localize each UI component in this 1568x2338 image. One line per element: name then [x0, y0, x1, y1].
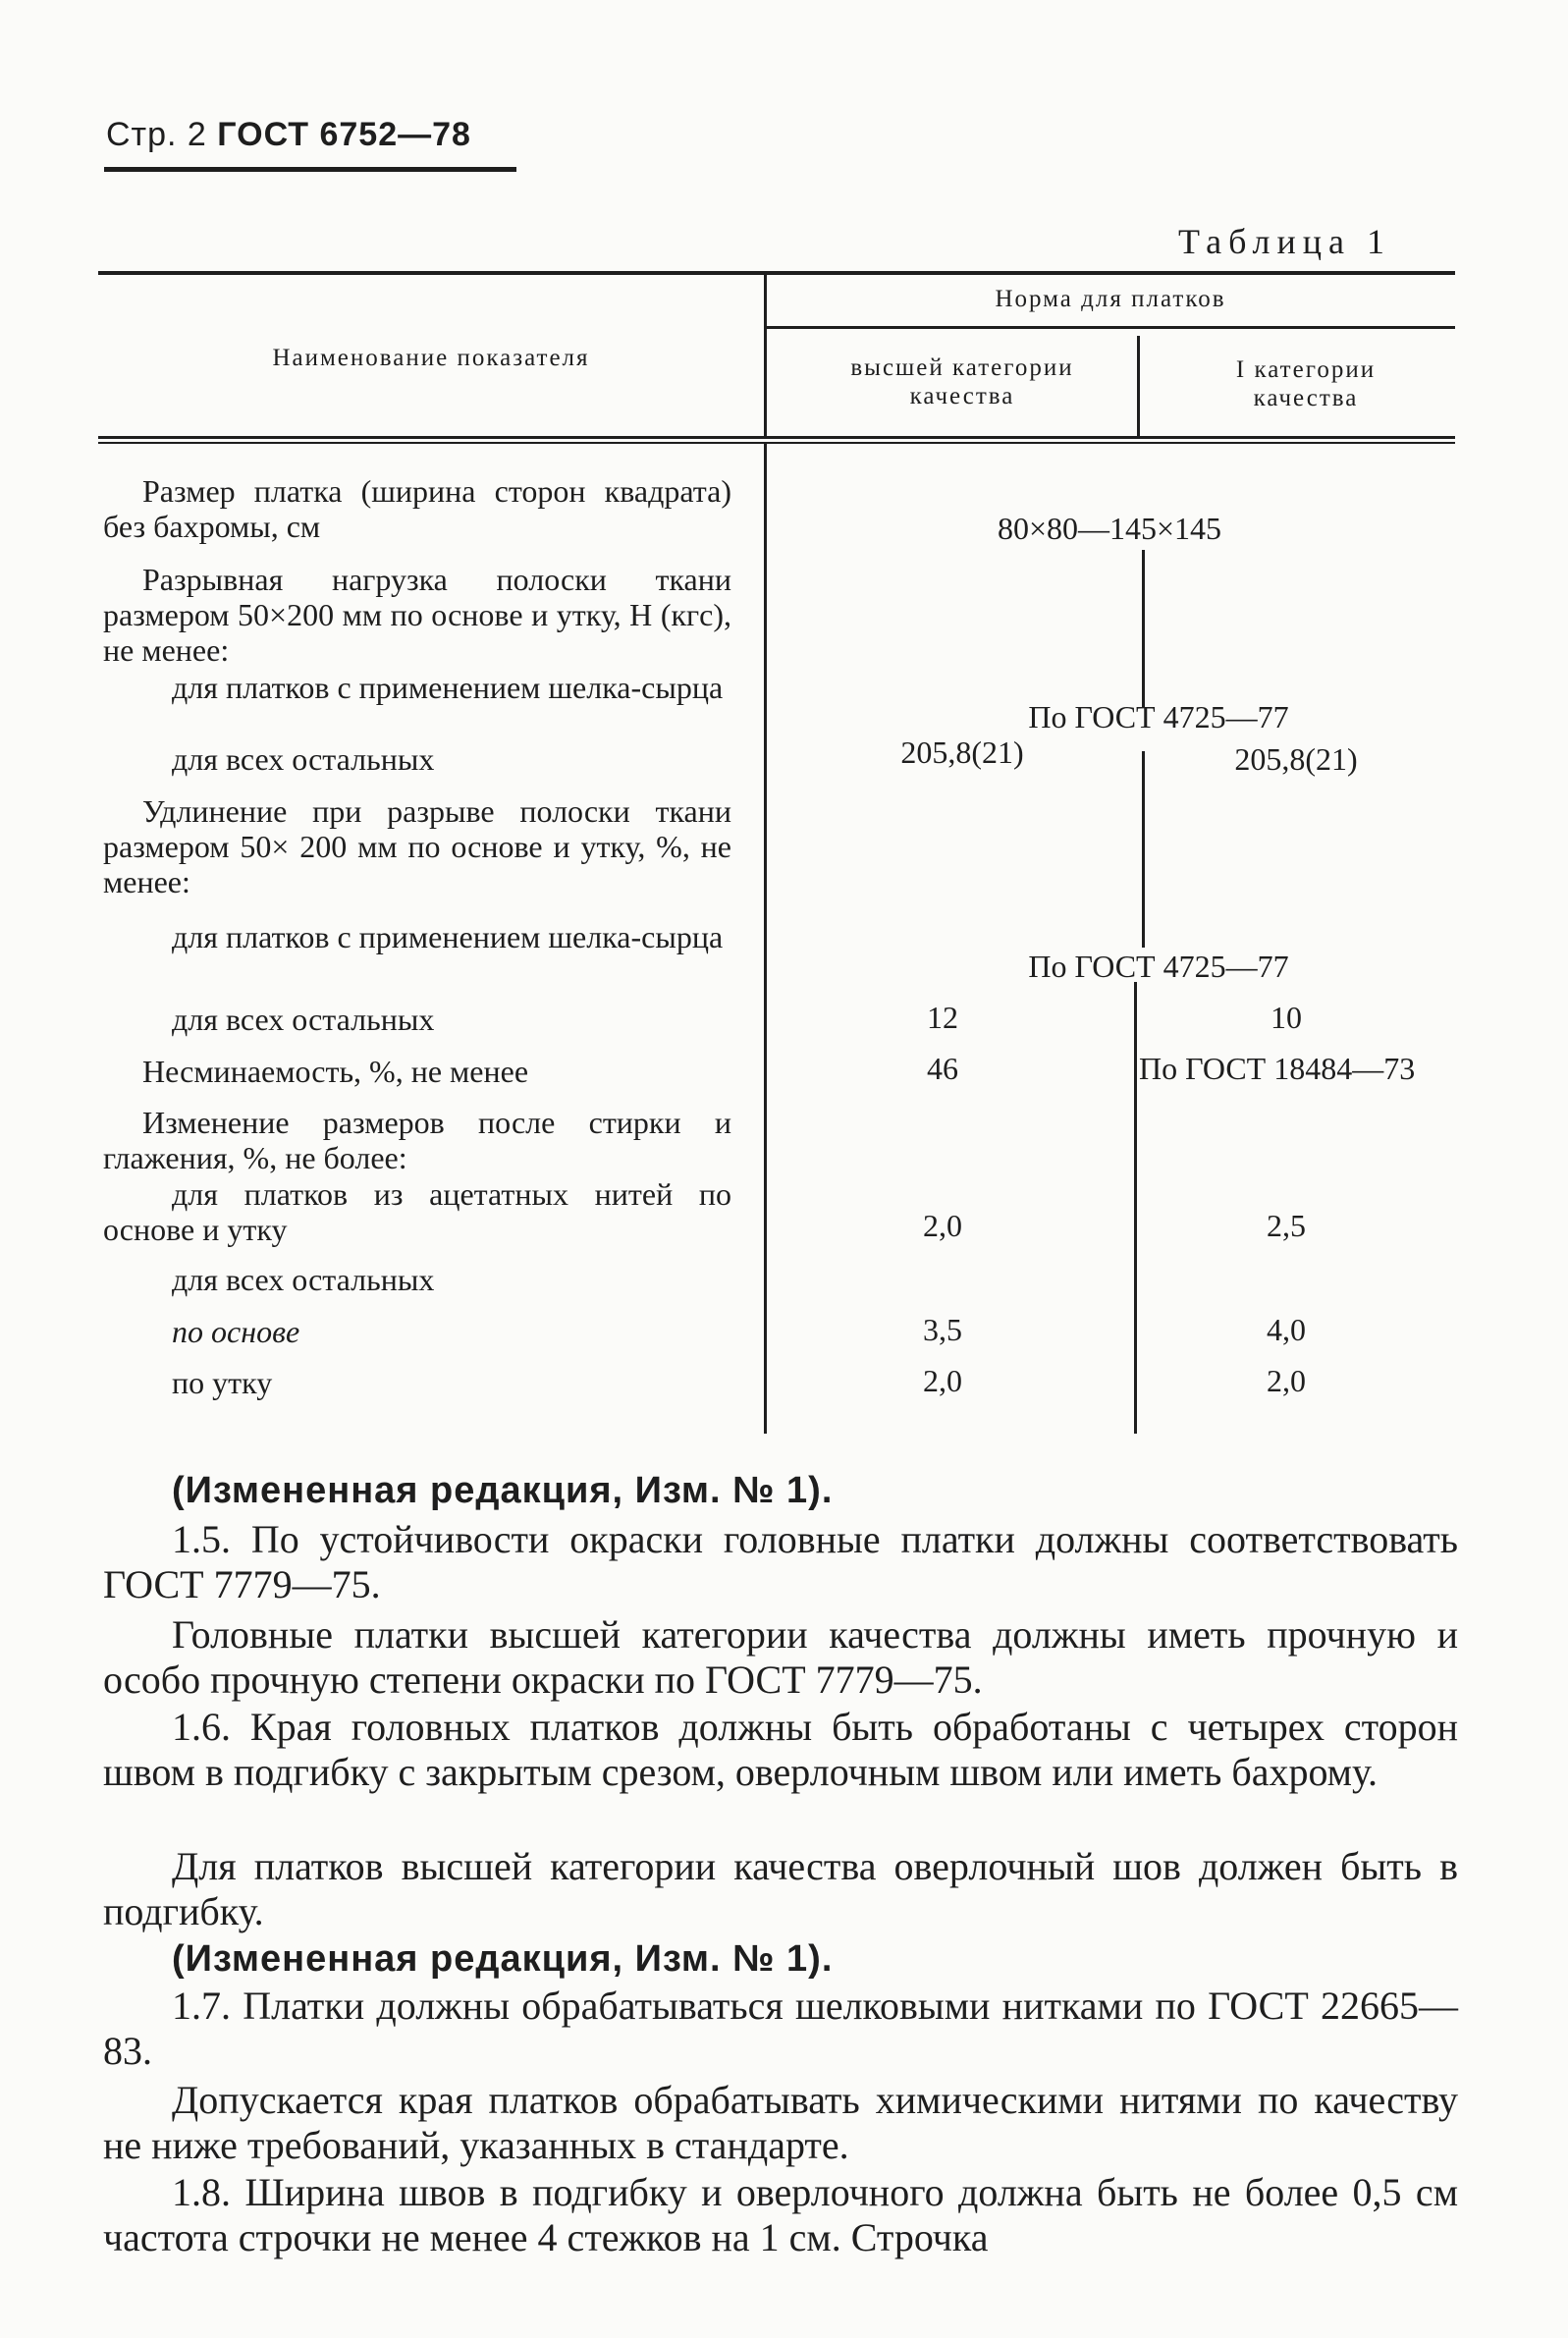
- body-divider-sub-1: [1142, 550, 1145, 707]
- col-header-highest: высшей категории качества: [850, 354, 1074, 409]
- table-cell-highest: 46: [927, 1051, 958, 1086]
- table-caption: Таблица 1: [1178, 222, 1391, 261]
- body-divider-sub-3: [1134, 982, 1137, 1434]
- table-row: Разрывная нагрузка полоски ткани размером 50×200 мм по основе и утку, Н (кгс), не менее:: [103, 562, 731, 668]
- table-row: для всех остальных: [172, 1262, 435, 1297]
- table-row: Удлинение при разрыве полоски ткани размером 50× 200 мм по основе и утку, %, не менее:: [103, 793, 731, 899]
- table-cell-highest: 2,0: [923, 1208, 962, 1243]
- table-cell-span: По ГОСТ 4725—77: [1028, 699, 1289, 734]
- header-divider-sub: [1137, 336, 1140, 438]
- table-cell-first: 205,8(21): [1234, 741, 1358, 777]
- header-bottom-rule-2: [98, 442, 1455, 444]
- table-top-rule: [98, 271, 1455, 275]
- table-row: для всех остальных: [172, 1002, 435, 1037]
- table-row: Изменение размеров после стирки и глажения, %, не более:: [103, 1105, 731, 1175]
- table-row: для платков с применением шелка-сырца: [172, 670, 724, 705]
- table-row: для платков из ацетатных нитей по основе и утку: [103, 1176, 731, 1247]
- table-cell-highest: 3,5: [923, 1312, 962, 1347]
- clause-1-6-para: Для платков высшей категории качества оверлочный шов должен быть в подгибку.: [103, 1844, 1458, 1933]
- table-row: по основе: [172, 1314, 300, 1349]
- page-label: Стр. 2: [106, 116, 207, 153]
- table-row: Несминаемость, %, не менее: [142, 1054, 529, 1089]
- table-cell-first: 2,0: [1267, 1363, 1306, 1398]
- col-header-first: I категории качества: [1235, 356, 1377, 411]
- header-subrule: [766, 326, 1455, 329]
- table-cell-highest: 12: [927, 1000, 958, 1035]
- table-cell-first: 10: [1271, 1000, 1302, 1035]
- body-divider-sub-2: [1142, 751, 1145, 948]
- col-header-indicator: Наименование показателя: [272, 345, 590, 371]
- table-row: Размер платка (ширина сторон квадрата) без бахромы, см: [103, 473, 731, 544]
- amendment-note: (Измененная редакция, Изм. № 1).: [172, 1938, 834, 1980]
- table-row: для всех остальных: [172, 741, 435, 777]
- amendment-note: (Измененная редакция, Изм. № 1).: [172, 1470, 834, 1511]
- table-cell-first: По ГОСТ 18484—73: [1139, 1051, 1416, 1086]
- col-header-norm: Норма для платков: [995, 286, 1226, 312]
- clause-1-8: 1.8. Ширина швов в подгибку и оверлочного должна быть не более 0,5 см частота строчки не менее 4 стежков на 1 см. Строчка: [103, 2170, 1458, 2259]
- clause-1-7-para: Допускается края платков обрабатывать химическими нитями по качеству не ниже требований, указанных в стандарте.: [103, 2078, 1458, 2167]
- table-cell-first: 4,0: [1267, 1312, 1306, 1347]
- table-cell-span: По ГОСТ 4725—77: [1028, 949, 1289, 984]
- table-row: для платков с применением шелка-сырца: [172, 919, 724, 954]
- clause-1-5: 1.5. По устойчивости окраски головные платки должны соответствовать ГОСТ 7779—75.: [103, 1517, 1458, 1606]
- table-cell-highest: 2,0: [923, 1363, 962, 1398]
- clause-1-6: 1.6. Края головных платков должны быть обработаны с четырех сторон швом в подгибку с закрытым срезом, оверлочным швом или иметь бахрому.: [103, 1705, 1458, 1794]
- table-cell-span: 80×80—145×145: [997, 511, 1222, 546]
- table-row: по утку: [172, 1365, 273, 1400]
- table-cell-first: 2,5: [1267, 1208, 1306, 1243]
- page-header: [106, 116, 471, 154]
- clause-1-7: 1.7. Платки должны обрабатываться шелковыми нитками по ГОСТ 22665—83.: [103, 1984, 1458, 2073]
- header-bottom-rule-1: [98, 436, 1455, 439]
- table-cell-highest: 205,8(21): [900, 734, 1024, 770]
- body-divider-main: [764, 444, 767, 1434]
- clause-1-5-para: Головные платки высшей категории качества должны иметь прочную и особо прочную степени окраски по ГОСТ 7779—75.: [103, 1612, 1458, 1702]
- standard-number: ГОСТ 6752—78: [217, 116, 471, 153]
- header-rule: [104, 167, 516, 172]
